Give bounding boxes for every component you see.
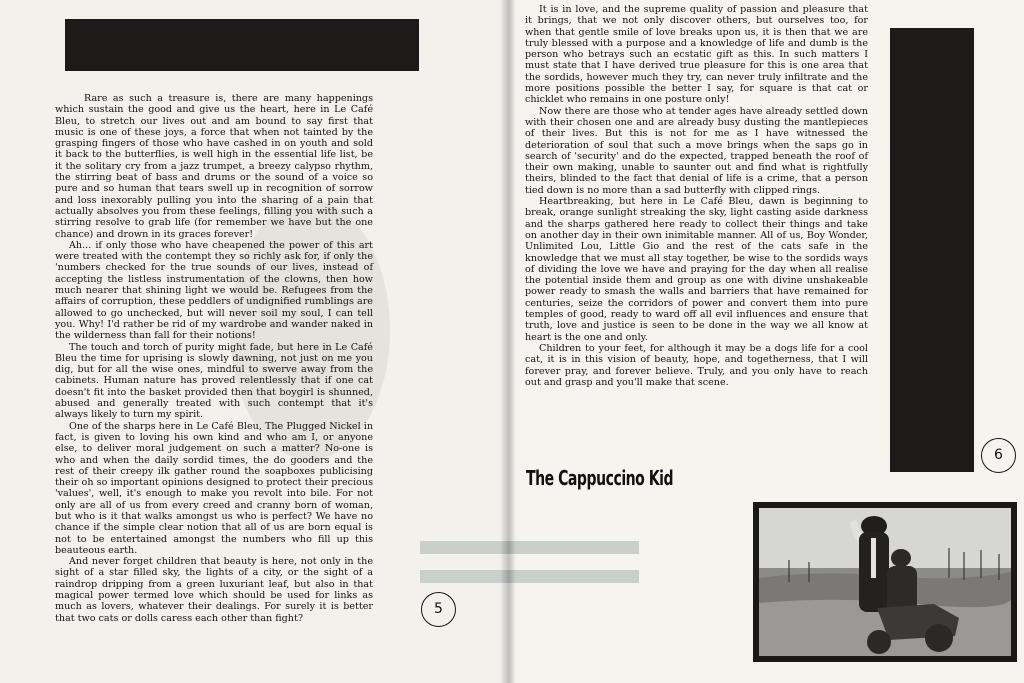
book-gutter xyxy=(500,0,516,683)
paragraph: And never forget children that beauty is here, not only in the sight of a star filled sky, the lights of a city, or the sight of a raindrop dripping from a green luxuriant leaf, but also in that magical power termed love which should be used for links as much as lovers, whatever their dealings. For surely it is better that two cats or dolls caress each other than fight? xyxy=(55,556,373,624)
paragraph: The touch and torch of purity might fade, but here in Le Café Bleu the time for uprising is slowly dawning, not just on me you dig, but for all the wise ones, mindful to swerve away from the cabinets. Human nature has proved relentlessly that if one cat doesn't fit into the basket provided then that boygirl is shunned, abused and generally treated with such contempt that it's always likely to turn my spirit. xyxy=(55,341,373,421)
decorative-stripe xyxy=(506,570,639,583)
decorative-stripe xyxy=(420,541,506,554)
left-page xyxy=(0,0,506,683)
page-number: 5 xyxy=(421,592,456,627)
paragraph: Heartbreaking, but here in Le Café Bleu, dawn is beginning to break, orange sunlight streaking the sky, light casting aside darkness and the sharps gathered here ready to collect their things and take on another day in their own inimitable manner. All of us, Boy Wonder, Unlimited Lou, Little Gio and the rest of the cats safe in the knowledge that we must all stay together, be wise to the sordids ways of dividing the love we have and praying for the day when all realise the potential inside them and group as one with divine unshakeable power ready to smash the walls and barriers that have remained for centuries, seize the corridors of power and convert them into pure temples of good, ready to ward off all evil influences and ensure that truth, love and justice is seen to be done in the way we all know at heart is the one and only. xyxy=(525,196,868,343)
header-bar xyxy=(65,19,419,71)
photo-illustration xyxy=(759,508,1011,656)
decorative-stripe xyxy=(506,541,639,554)
paragraph: Children to your feet, for although it may be a dogs life for a cool cat, it is in this vision of beauty, hope, and togetherness, that I will forever pray, and forever believe. Truly, and you only have to reach out and grasp and you'll make that scene. xyxy=(525,342,868,388)
right-body-text xyxy=(525,4,868,388)
decorative-stripe xyxy=(420,570,506,583)
paragraph: Now there are those who at tender ages have already settled down with their chosen one and are already busy dusting the mantlepieces of their lives. But this is not for me as I have witnessed the deterioration of soul that such a move brings when the saps go in search of 'security' and do the expected, trapped beneath the roof of their own making, unable to saunter out and find what is rightfully theirs, blinded to the fact that denial of life is a crime, that a person tied down is no more than a sad butterfly with clipped rings. xyxy=(525,105,868,196)
photo xyxy=(759,508,1011,656)
signature-title: The Cappuccino Kid xyxy=(526,466,674,490)
left-body-text xyxy=(55,93,373,624)
right-page xyxy=(506,0,1024,683)
paragraph: One of the sharps here in Le Café Bleu, The Plugged Nickel in fact, is given to loving his own kind and who am I, or anyone else, to deliver moral judgement on such a matter? No-one is who and when the daily sordid times, the do gooders and the rest of their creepy ilk gather round the soapboxes publicising their oh so important opinions designed to protect their precious 'values', well, it's enough to make you revolt into bile. For not only are all of us from every creed and cranny born of woman, but who is it that walks amongst us who is perfect? We have no chance if the simple clear notion that all of us are born equal is not to be entertained amongst the numbers who fill up this beauteous earth. xyxy=(55,420,373,556)
paragraph: Ah... if only those who have cheapened the power of this art were treated with the contempt they so richly ask for, if only the 'numbers checked for the true sounds of our lives, instead of accepting the listless instrumentation of the clowns, then how much nearer that shining light we would be. Refugees from the affairs of corruption, these peddlers of undignified rumblings are allowed to go unchecked, but will never soil my soul, I can tell you. Why! I'd rather be rid of my wardrobe and wander naked in the wilderness than fall for their notions! xyxy=(55,239,373,342)
side-bar xyxy=(890,28,974,472)
paragraph: Rare as such a treasure is, there are many happenings which sustain the good and give us the heart, here in Le Café Bleu, to stretch our lives out and am bound to say first that music is one of these joys, a force that when not tainted by the grasping fingers of those who have cashed in on youth and sold it back to the butterflies, is well high in the essential life list, be it the solitary cry from a jazz trumpet, a breezy calypso rhythm, the stirring beat of bass and drums or the sound of a voice so pure and so human that tears swell up in recognition of sorrow and loss inexorably pulling you into the sharing of a pain that actually absolves you from these feelings, filling you with such a stirring resolve to grab life (for remember we have but the one chance) and drown in its graces forever! xyxy=(55,93,373,240)
paragraph: It is in love, and the supreme quality of passion and pleasure that it brings, that we not only discover others, but ourselves too, for when that gentle smile of love breaks upon us, it is then that we are truly blessed with a purpose and a knowledge of life and dumb is the person who betrays such an ecstatic gift as this. In such matters I must state that I have derived true pleasure for this is one area that the sordids, however much they try, can never truly infiltrate and the more positions possible the better I say, for square is that cat or chicklet who remains in one posture only! xyxy=(525,4,868,106)
page-number: 6 xyxy=(981,438,1016,473)
